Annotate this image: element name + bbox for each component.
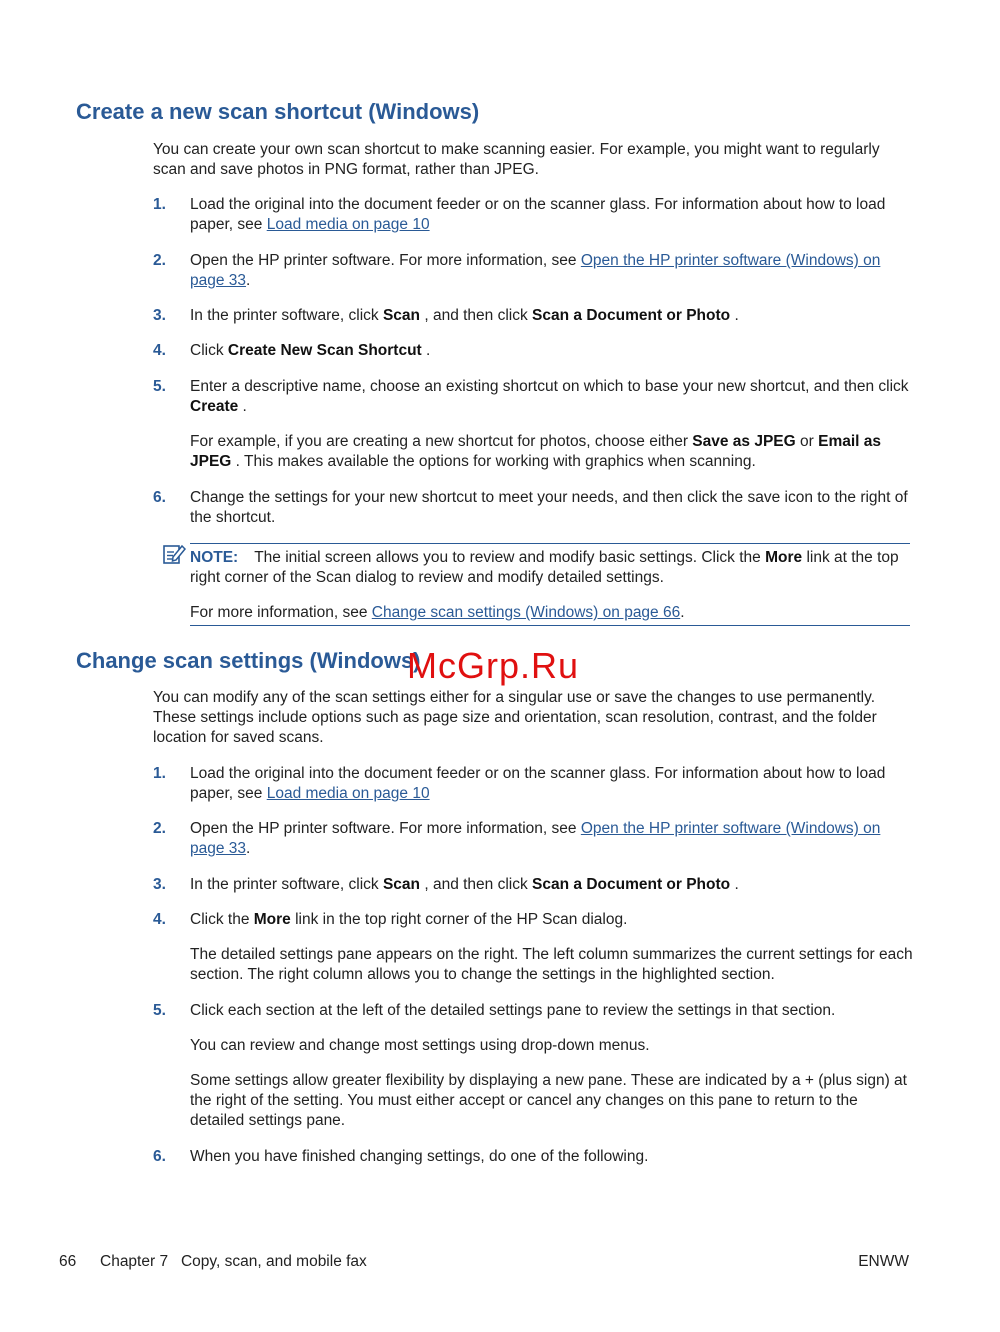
step-text: Click the More link in the top right corner of the HP Scan dialog. [190, 911, 628, 928]
step-text: Enter a descriptive name, choose an existing shortcut on which to base your new shortcut, and then click Create . [190, 378, 909, 415]
step-extra-text: Some settings allow greater flexibility by displaying a new pane. These are indicated by a + (plus sign) at the right of the setting. You must either accept or cancel any changes on this pane to return to the detailed settings pane. [190, 1072, 907, 1129]
note-label: NOTE: [190, 549, 239, 566]
note-text: NOTE: The initial screen allows you to review and modify basic settings. Click the More link at the top right corner of the Scan dialog to review and modify detailed settings. [190, 549, 899, 586]
step-number: 5. [153, 1002, 166, 1019]
note-pencil-icon [162, 543, 186, 565]
step-number: 3. [153, 876, 166, 893]
step-text: Click each section at the left of the detailed settings pane to review the settings in that section. [190, 1002, 836, 1019]
step-extra-text: For example, if you are creating a new shortcut for photos, choose either Save as JPEG or Email as JPEG . This makes available the options for working with graphics when scanning. [190, 433, 882, 470]
section-title: Change scan settings (Windows) [76, 648, 421, 673]
step-text: In the printer software, click Scan , and then click Scan a Document or Photo . [190, 876, 739, 893]
watermark: McGrp.Ru [407, 645, 580, 686]
note-top-rule [190, 543, 910, 544]
step-number: 6. [153, 1148, 166, 1165]
note-more-info: For more information, see Change scan settings (Windows) on page 66. [190, 604, 685, 621]
chapter-title: Chapter 7 Copy, scan, and mobile fax [100, 1253, 367, 1270]
step-text: Load the original into the document feeder or on the scanner glass. For information about how to load paper, see Load media on page 10 [190, 765, 886, 802]
footer-right-label: ENWW [858, 1253, 909, 1270]
step-number: 6. [153, 489, 166, 506]
step-text: Load the original into the document feeder or on the scanner glass. For information about how to load paper, see Load media on page 10 [190, 196, 886, 233]
step-extra-text: You can review and change most settings using drop-down menus. [190, 1037, 650, 1054]
step-text: When you have finished changing settings, do one of the following. [190, 1148, 649, 1165]
step-number: 5. [153, 378, 166, 395]
open-software-link[interactable]: Open the HP printer software (Windows) on page 33 [190, 820, 881, 857]
load-media-link[interactable]: Load media on page 10 [266, 785, 430, 802]
step-number: 2. [153, 252, 166, 269]
step-text: Open the HP printer software. For more information, see Open the HP printer software (Windows) on page 33. [190, 252, 881, 289]
change-scan-settings-link[interactable]: Change scan settings (Windows) on page 66 [371, 604, 681, 621]
step-number: 1. [153, 196, 166, 213]
page-number: 66 [59, 1253, 77, 1270]
step-number: 4. [153, 911, 166, 928]
step-number: 1. [153, 765, 166, 782]
step-number: 2. [153, 820, 166, 837]
intro-paragraph: You can modify any of the scan settings either for a singular use or save the changes to use permanently. These settings include options such as page size and orientation, scan resolution, contrast, and the folder location for saved scans. [153, 689, 877, 746]
note-bottom-rule [190, 625, 910, 626]
step-text: In the printer software, click Scan , and then click Scan a Document or Photo . [190, 307, 739, 324]
step-text: Open the HP printer software. For more information, see Open the HP printer software (Windows) on page 33. [190, 820, 881, 857]
intro-paragraph: You can create your own scan shortcut to make scanning easier. For example, you might want to regularly scan and save photos in PNG format, rather than JPEG. [153, 141, 880, 178]
step-number: 4. [153, 342, 166, 359]
load-media-link[interactable]: Load media on page 10 [266, 216, 430, 233]
step-text: Change the settings for your new shortcut to meet your needs, and then click the save icon to the right of the shortcut. [190, 489, 908, 526]
step-text: Click Create New Scan Shortcut . [190, 342, 431, 359]
step-number: 3. [153, 307, 166, 324]
section-title: Create a new scan shortcut (Windows) [76, 99, 480, 124]
open-software-link[interactable]: Open the HP printer software (Windows) on page 33 [190, 252, 881, 289]
step-extra-text: The detailed settings pane appears on the right. The left column summarizes the current settings for each section. The right column allows you to change the settings in the highlighted section. [190, 946, 913, 983]
